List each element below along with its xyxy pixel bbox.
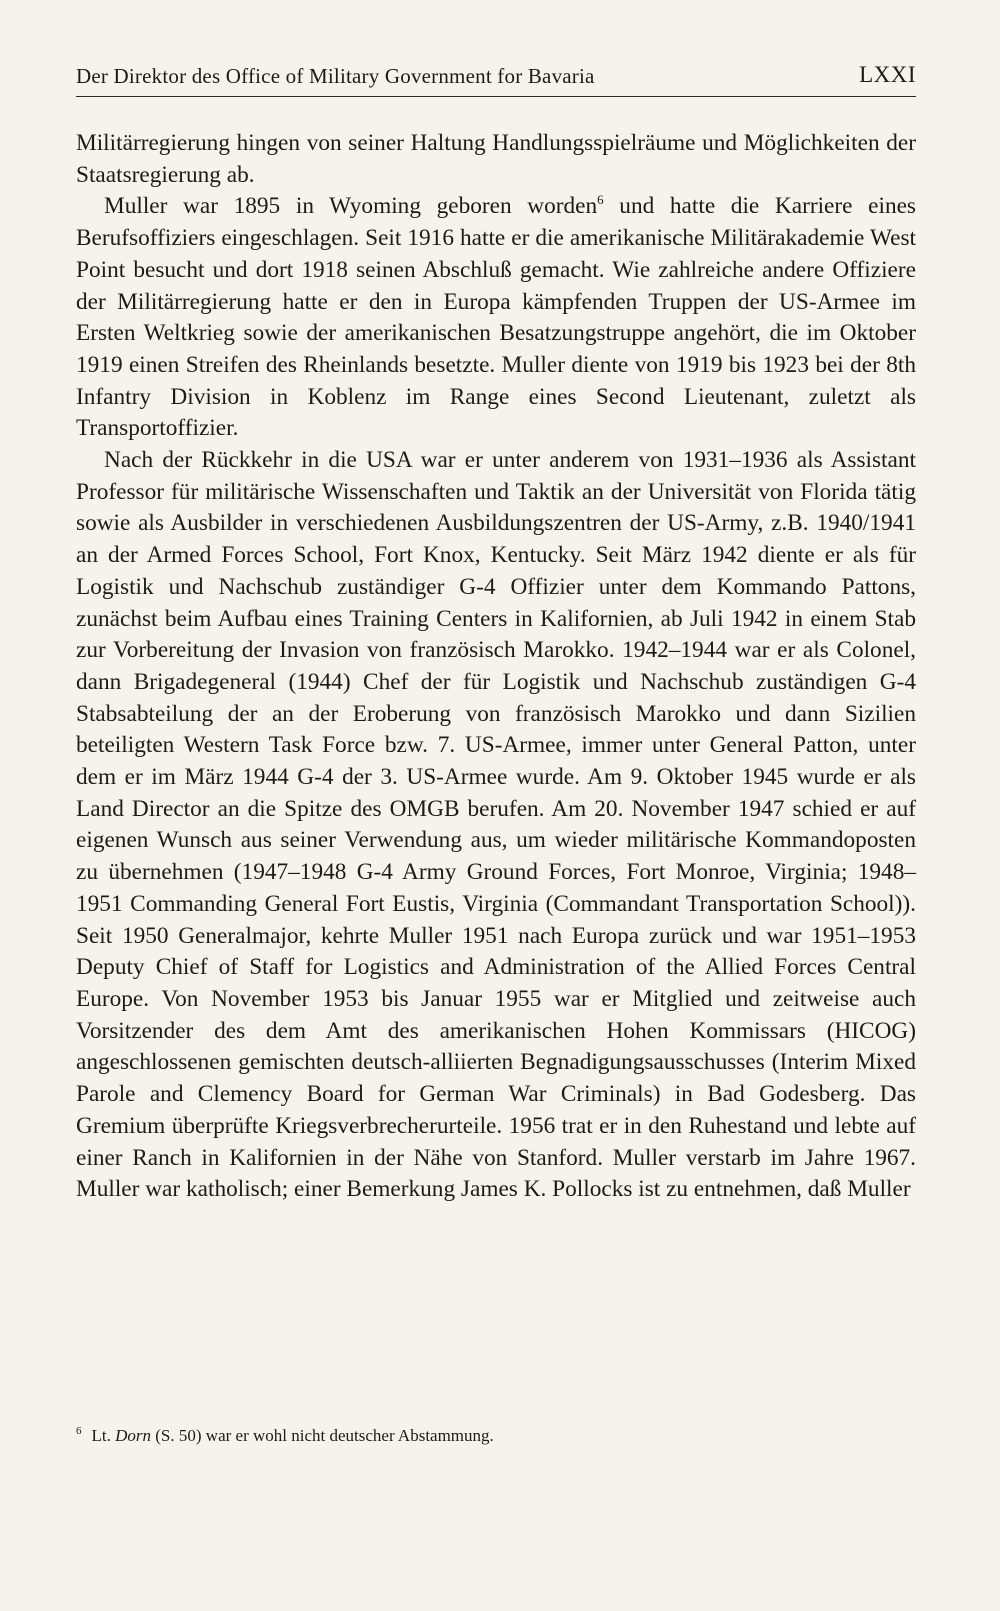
footnote xyxy=(76,1425,916,1447)
paragraph-text: und hatte die Karriere eines Berufsoffiziers eingeschlagen. Seit 1916 hatte er die amerikanische Militärakademie West Point besucht und dort 1918 seinen Abschluß gemacht. Wie zahlreiche andere Offiziere der Militärregierung hatte er den in Europa kämpfenden Truppen der US-Armee im Ersten Weltkrieg sowie der amerikanischen Besatzungstruppe angehört, die im Oktober 1919 einen Streifen des Rheinlands besetzte. Muller diente von 1919 bis 1923 bei der 8th Infantry Division in Koblenz im Range eines Second Lieutenant, zuletzt als Transportoffizier. xyxy=(76,193,917,442)
footnote-text-prefix: Lt. xyxy=(91,1426,116,1445)
paragraph-career xyxy=(76,445,916,1206)
paragraph-text: Muller war 1895 in Wyoming geboren worden xyxy=(104,193,598,220)
paragraph-text: Militärregierung hingen von seiner Haltung Handlungsspielräume und Möglichkeiten der Staatsregierung ab. xyxy=(76,130,916,188)
body-text xyxy=(76,128,916,1206)
page-number: LXXI xyxy=(859,62,916,87)
paragraph-continuation xyxy=(76,128,916,191)
paragraph-text: Nach der Rückkehr in die USA war er unter anderem von 1931–1936 als Assistant Professor für militärische Wissenschaften und Taktik an der Universität von Florida tätig sowie als Ausbilder in verschiedenen Ausbildungszentren der US-Army, z.B. 1940/1941 an der Armed Forces School, Fort Knox, Kentucky. Seit März 1942 diente er als für Logistik und Nachschub zuständiger G-4 Offizier unter dem Kommando Pattons, zunächst beim Aufbau eines Training Centers in Kalifornien, ab Juli 1942 in einem Stab zur Vorbereitung der Invasion von französisch Marokko. 1942–1944 war er als Colonel, dann Brigadegeneral (1944) Chef der für Logistik und Nachschub zuständigen G-4 Stabsabteilung der an der Eroberung von französisch Marokko und dann Sizilien beteiligten Western Task Force bzw. 7. US-Armee, immer unter General Patton, unter dem er im März 1944 G-4 der 3. US-Armee wurde. Am 9. Oktober 1945 wurde er als Land Director an die Spitze des OMGB berufen. Am 20. November 1947 schied er auf eigenen Wunsch aus seiner Verwendung aus, um wieder militärische Kommandoposten zu übernehmen (1947–1948 G-4 Army Ground Forces, Fort Monroe, Virginia; 1948–1951 Commanding General Fort Eustis, Virginia (Commandant Transportation School)). Seit 1950 Generalmajor, kehrte Muller 1951 nach Europa zurück und war 1951–1953 Deputy Chief of Staff for Logistics and Administration of the Allied Forces Central Europe. Von November 1953 bis Januar 1955 war er Mitglied und zeitweise auch Vorsitzender des dem Amt des amerikanischen Hohen Kommissars (HICOG) angeschlossenen gemischten deutsch-alliierten Begnadigungsausschusses (Interim Mixed Parole and Clemency Board for German War Criminals) in Bad Godesberg. Das Gremium überprüfte Kriegsverbrecherurteile. 1956 trat er in den Ruhestand und lebte auf einer Ranch in Kalifornien in der Nähe von Stanford. Muller verstarb im Jahre 1967. Muller war katholisch; einer Bemerkung James K. Pollocks ist zu entnehmen, daß Muller xyxy=(76,447,916,1203)
paragraph-biography xyxy=(76,191,916,445)
footnote-reference[interactable]: 6 xyxy=(597,192,604,208)
running-head-title: Der Direktor des Office of Military Government for Bavaria xyxy=(76,64,595,88)
footnote-marker: 6 xyxy=(76,1425,82,1437)
running-head xyxy=(76,62,916,97)
footnote-text-suffix: (S. 50) war er wohl nicht deutscher Abstammung. xyxy=(151,1426,494,1445)
footnote-cited-author: Dorn xyxy=(115,1426,152,1445)
